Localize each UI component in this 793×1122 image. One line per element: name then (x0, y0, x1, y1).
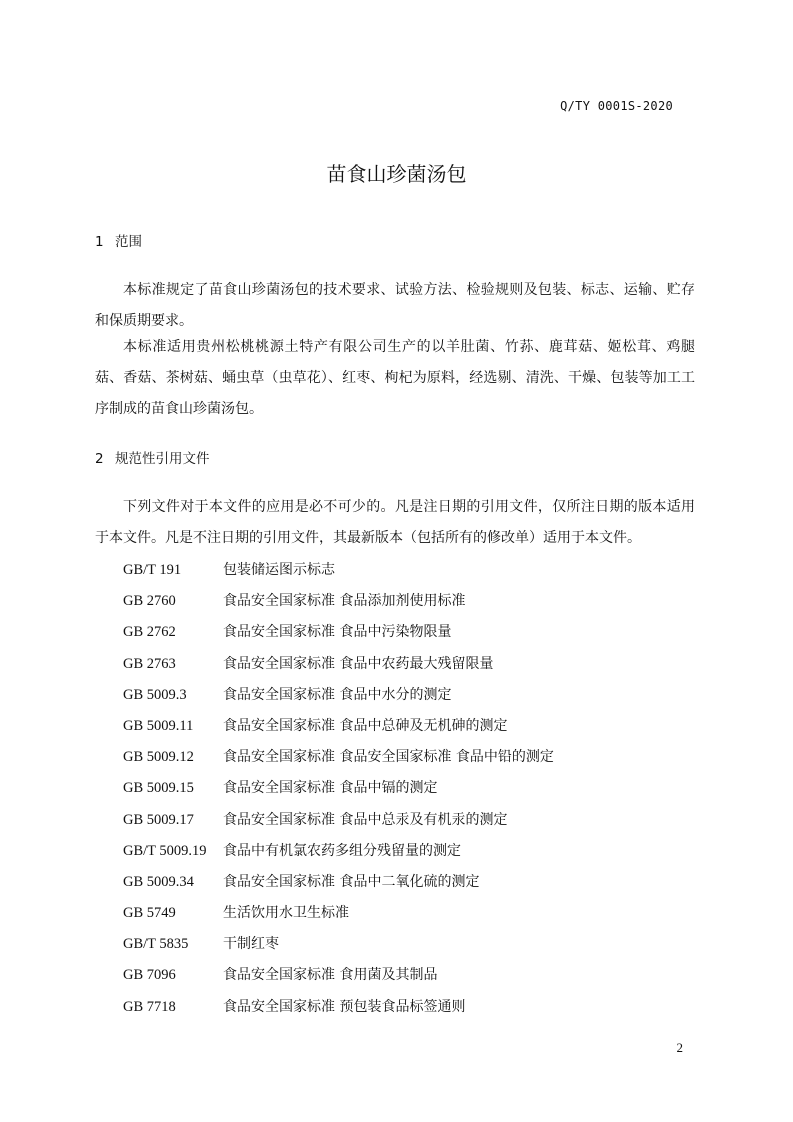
reference-title: 食品安全国家标准 食品中二氧化硫的测定 (223, 873, 480, 890)
reference-item (123, 618, 554, 649)
reference-code: GB/T 5835 (123, 936, 189, 953)
section-1-heading (95, 230, 142, 250)
section-1-paragraph-2: 本标准适用贵州松桃桃源土特产有限公司生产的以羊肚菌、竹荪、鹿茸菇、姬松茸、鸡腿菇、香菇、茶树菇、蛹虫草（虫草花）、红枣、枸杞为原料，经选剔、清洗、干燥、包装等加工工序制成的苗食山珍菌汤包。 (95, 339, 695, 417)
reference-item (123, 681, 554, 712)
reference-title: 食品安全国家标准 食品中总砷及无机砷的测定 (223, 717, 508, 734)
reference-code: GB 7096 (123, 967, 176, 984)
reference-title: 食品安全国家标准 预包装食品标签通则 (223, 998, 466, 1015)
reference-item (123, 774, 554, 805)
page-number: 2 (676, 1040, 683, 1055)
section-title: 规范性引用文件 (115, 451, 210, 467)
section-number: 1 (95, 234, 104, 250)
document-title: 苗食山珍菌汤包 (326, 162, 467, 186)
reference-title: 食品安全国家标准 食品中农药最大残留限量 (223, 655, 494, 672)
reference-item (123, 899, 554, 930)
reference-title: 食品安全国家标准 食品添加剂使用标准 (223, 593, 466, 610)
reference-code: GB 5009.3 (123, 686, 187, 703)
reference-item (123, 650, 554, 681)
reference-item (123, 587, 554, 618)
reference-title: 包装储运图示标志 (223, 562, 335, 578)
reference-title: 食品安全国家标准 食品中水分的测定 (223, 686, 452, 703)
reference-code: GB 5009.17 (123, 811, 194, 828)
reference-title: 食品安全国家标准 食品中污染物限量 (223, 624, 452, 641)
reference-code: GB 2763 (123, 655, 176, 672)
reference-item (123, 837, 554, 868)
reference-code: GB/T 5009.19 (123, 842, 207, 859)
reference-code: GB/T 191 (123, 562, 182, 578)
standard-code: Q/TY 0001S-2020 (560, 99, 673, 113)
reference-item (123, 743, 554, 774)
reference-item (123, 930, 554, 961)
reference-code: GB 5749 (123, 905, 176, 922)
reference-title: 干制红枣 (223, 936, 279, 953)
reference-code: GB 5009.34 (123, 873, 194, 890)
reference-code: GB 5009.12 (123, 749, 194, 766)
section-2-paragraph-1: 下列文件对于本文件的应用是必不可少的。凡是注日期的引用文件，仅所注日期的版本适用于本文件。凡是不注日期的引用文件，其最新版本（包括所有的修改单）适用于本文件。 (95, 499, 695, 546)
reference-item (123, 712, 554, 743)
reference-item (123, 806, 554, 837)
normative-references-list (123, 556, 554, 1024)
section-2-heading (95, 447, 210, 467)
reference-code: GB 2762 (123, 624, 176, 641)
reference-code: GB 5009.11 (123, 717, 194, 734)
section-number: 2 (95, 451, 104, 467)
reference-item (123, 961, 554, 992)
reference-title: 食品安全国家标准 食品安全国家标准 食品中铅的测定 (223, 749, 554, 766)
reference-title: 食品安全国家标准 食品中镉的测定 (223, 780, 438, 797)
reference-item (123, 556, 554, 587)
reference-code: GB 7718 (123, 998, 176, 1015)
reference-code: GB 2760 (123, 593, 176, 610)
reference-title: 生活饮用水卫生标准 (223, 905, 349, 922)
reference-item (123, 868, 554, 899)
section-1-paragraph-1: 本标准规定了苗食山珍菌汤包的技术要求、试验方法、检验规则及包装、标志、运输、贮存和保质期要求。 (95, 282, 695, 329)
reference-title: 食品安全国家标准 食用菌及其制品 (223, 967, 438, 984)
reference-code: GB 5009.15 (123, 780, 194, 797)
section-title: 范围 (115, 234, 142, 250)
reference-title: 食品安全国家标准 食品中总汞及有机汞的测定 (223, 811, 508, 828)
reference-item (123, 993, 554, 1024)
reference-title: 食品中有机氯农药多组分残留量的测定 (223, 842, 461, 859)
